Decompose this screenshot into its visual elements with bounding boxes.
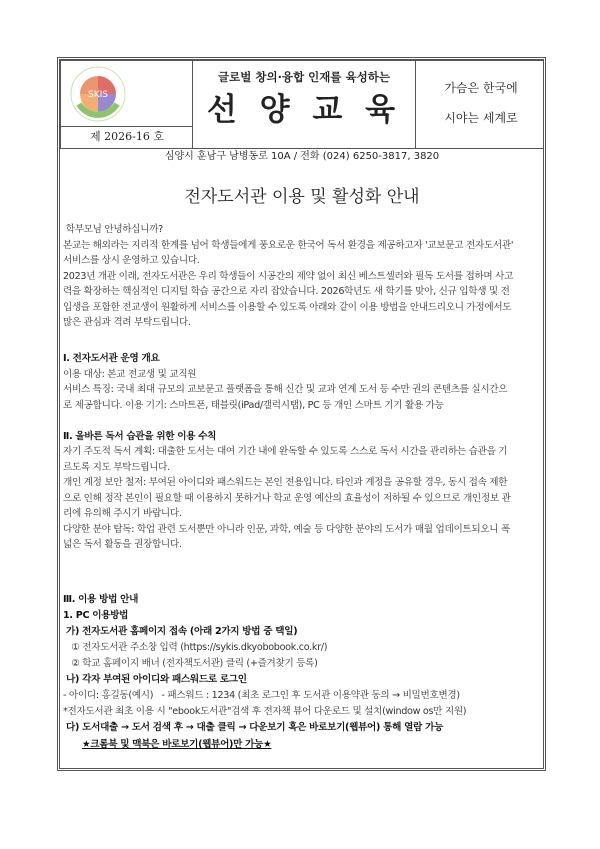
intro-line: 입생을 포함한 전교생이 원활하게 서비스를 이용할 수 있도록 아래와 같이 이용 방법을 안내드리오니 가정에서도 [63,302,512,313]
step-a: 가) 전자도서관 홈페이지 접속 (아래 2가지 방법 중 택일) [63,626,298,637]
issue-number: 제 2026-16 호 [90,130,164,143]
school-logo [70,66,126,122]
login-info: - 아이디: 홍길동(예시) - 패스워드 : 1234 (최초 로그인 후 도서관 이용약관 동의 → 비밀번호변경) [63,690,460,701]
intro-line: 본교는 해외라는 지리적 한계를 넘어 학생들에게 풍요로운 한국어 독서 환경을 제공하고자 '교보문고 전자도서관' [63,240,514,251]
section-2-line: 리에 유의해 주시기 바랍니다. [63,508,182,519]
logo-text: SKIS [88,90,108,100]
section-2-heading: Ⅱ. 올바른 독서 습관을 위한 이용 수칙 [63,431,217,442]
section-1-heading: Ⅰ. 전자도서관 운영 개요 [63,353,160,364]
section-2-line: 다양한 분야 탐독: 학업 관련 도서뿐만 아니라 인문, 과학, 예술 등 다양한 분야의 도서가 매월 업데이트되오니 폭 [63,524,510,535]
motto-cell [415,60,544,149]
intro-line: 많은 관심과 격려 부탁드립니다. [63,317,191,328]
intro-line: 학부모님 안녕하십니까? [63,224,163,235]
section-2-line: 르도록 지도 부탁드립니다. [63,462,170,473]
address: 심양시 훈남구 남병동로 10A / 전화 (024) 6250-3817, 3820 [164,151,440,162]
intro-line: 2023년 개관 이래, 전자도서관은 우리 학생들이 시공간의 제약 없이 최신 베스트셀러와 필독 도서를 접하며 사고 [63,271,514,282]
section-1-line: 서비스 특징: 국내 최대 규모의 교보문고 플랫폼을 통해 신간 및 교과 연계 도서 등 수만 권의 콘텐츠를 실시간으 [63,384,508,395]
section-1-line: 이용 대상: 본교 전교생 및 교직원 [63,369,197,380]
viewer-note: *전자도서관 최초 이용 시 "ebook도서관"검색 후 전자책 뷰어 다운로드 및 설치(window os만 지원) [63,706,467,717]
section-2-line: 자기 주도적 독서 계획: 대출한 도서는 대여 기간 내에 완독할 수 있도록 스스로 독서 시간을 관리하는 습관을 기 [63,446,508,457]
intro-line: 력을 확장하는 핵심적인 디지털 학습 공간으로 자리 잡았습니다. 2026학년도 새 학기를 맞아, 신규 입학생 및 전 [63,286,510,297]
motto-line-2: 시야는 세계로 [444,111,518,125]
section-2-line: 으로 인해 정작 본인이 필요할 때 이용하지 못하거나 학교 운영 예산의 효율성이 저하될 수 있으므로 개인정보 관 [63,493,511,504]
section-3-heading: Ⅲ. 이용 방법 안내 [63,594,139,605]
section-2-line: 넓은 독서 활동을 권장합니다. [63,539,182,550]
newsletter-name: 선 양 교 육 [206,92,402,128]
option-url: ① 전자도서관 주소창 입력 (https://sykis.dkyobobook.co.kr/) [63,642,328,653]
motto-line-1: 가슴은 한국에 [444,81,518,95]
section-2-line: 개인 계정 보안 철저: 부여된 아이디와 패스워드는 본인 전용입니다. 타인과 계정을 공유할 경우, 동시 접속 제한 [63,477,508,488]
page-title: 전자도서관 이용 및 활성화 안내 [184,187,420,207]
pc-usage-heading: 1. PC 이용방법 [63,610,129,621]
step-c: 다) 도서대출 → 도서 검색 후 → 대출 클릭 → 다운보기 혹은 바로보기(웹뷰어) 통해 열람 가능 [63,722,444,733]
step-b: 나) 각자 부여된 아이디와 패스워드로 로그인 [63,674,247,685]
option-banner: ② 학교 홈페이지 배너 (전자책도서관) 클릭 (+즐겨찾기 등록) [63,658,318,669]
intro-line: 서비스를 상시 운영하고 있습니다. [63,255,200,266]
section-1-line: 로 제공합니다. 이용 기기: 스마트폰, 태블릿(iPad/갤럭시탭), PC 등 개인 스마트 기기 활용 가능 [63,400,444,411]
slogan: 글로벌 창의·융합 인재를 육성하는 [218,70,390,84]
divider [60,148,544,149]
device-notice: ★크롬북 및 맥북은 바로보기(웹뷰어)만 가능★ [82,739,272,750]
